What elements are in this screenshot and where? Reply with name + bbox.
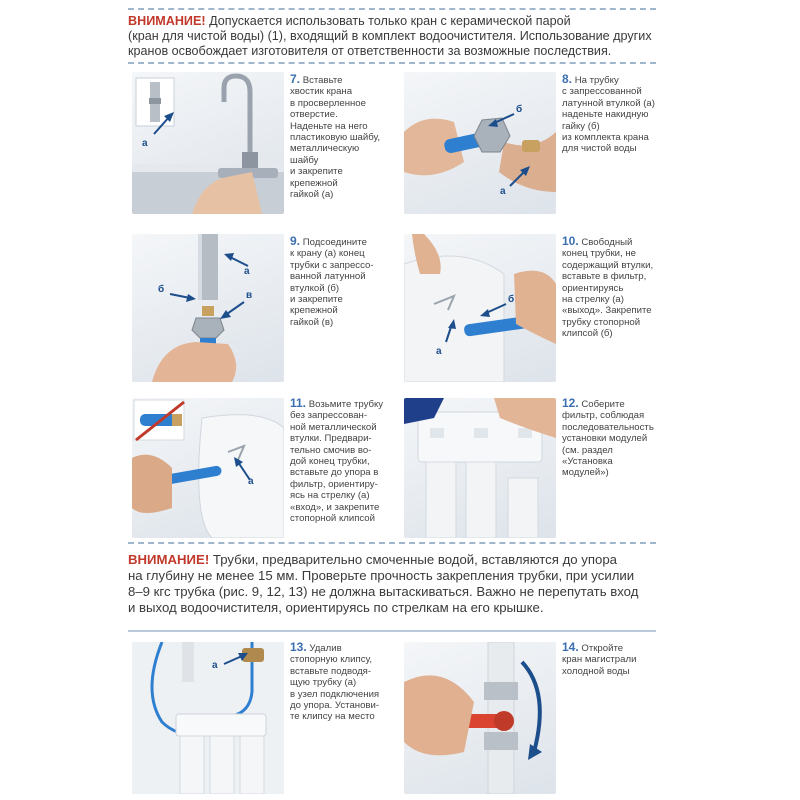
notice-mid-line-1: Трубки, предварительно смоченные водой, вставляются до упора — [209, 552, 618, 567]
top-dashed-rule — [128, 8, 656, 10]
notice-top — [128, 14, 658, 59]
filter-inlet-illustration — [132, 398, 284, 538]
step-10-number: 10. — [562, 234, 579, 248]
label-a-step-10: а — [436, 346, 442, 357]
step-14-text: 14. Откройте кран магистрали холодной воды — [562, 640, 637, 677]
step-9-number: 9. — [290, 234, 301, 248]
notice-mid — [128, 552, 658, 616]
step-12-text: 12. Соберите фильтр, соблюдая последовательность установки модулей (см. раздел «Установка модулей») — [562, 396, 654, 479]
notice-top-bold: ВНИМАНИЕ! — [128, 14, 206, 28]
notice-mid-line-2: на глубину не менее 15 мм. Проверьте прочность закрепления трубки, при усилии — [128, 568, 635, 583]
arrow-a-step-7 — [150, 108, 180, 138]
faucet-install-illustration — [132, 72, 284, 214]
label-b-step-10: б — [508, 294, 515, 305]
label-v-step-9: в — [246, 290, 253, 301]
notice-mid-bold: ВНИМАНИЕ! — [128, 552, 210, 567]
label-a-step-8: а — [500, 186, 506, 197]
notice-top-line-2: (кран для чистой воды) (1), входящий в комплект водоочистителя. Использование других — [128, 29, 652, 43]
photo-step-13 — [132, 642, 284, 794]
label-a-step-11: а — [248, 476, 254, 487]
notice-mid-line-4: и выход водоочистителя, ориентируясь по стрелкам на его крышке. — [128, 600, 544, 615]
step-14-number: 14. — [562, 640, 579, 654]
notice-top-line-1: Допускается использовать только кран с керамической парой — [205, 14, 571, 28]
arrow-b-step-8 — [486, 110, 516, 130]
arrow-b-step-10 — [478, 300, 508, 320]
arrow-a-step-10 — [440, 318, 466, 344]
notice-dashed-rule — [128, 62, 656, 64]
arrow-a-step-8 — [506, 164, 532, 190]
tube-nut-illustration — [404, 72, 556, 214]
tube-connect-illustration — [132, 234, 284, 382]
label-a-step-9: а — [244, 266, 250, 277]
filter-under-sink-illustration — [132, 642, 284, 794]
mid-dashed-rule — [128, 542, 656, 544]
step-7-number: 7. — [290, 72, 301, 86]
photo-step-12 — [404, 398, 556, 538]
notice-top-line-3: кранов освобождает изготовителя от ответственности за возможные последствия. — [128, 44, 612, 58]
step-8-number: 8. — [562, 72, 573, 86]
photo-step-11 — [132, 398, 284, 538]
step-12-number: 12. — [562, 396, 579, 410]
step-13-text: 13. Удалив стопорную клипсу, вставьте подводя- щую трубку (а) в узел подключения до упора. Установи- те клипсу на место — [290, 640, 380, 723]
mid-solid-rule — [128, 630, 656, 632]
filter-assembly-illustration — [404, 398, 556, 538]
step-7-text: 7. Вставьте хвостик крана в просверленное отверстие. Наденьте на него пластиковую шайбу, металлическую шайбу и закрепите крепежной гайкой (а) — [290, 72, 381, 201]
step-8-text: 8. На трубку с запрессованной латунной втулкой (а) наденьте накидную гайку (б) из комплекта крана для чистой воды — [562, 72, 655, 155]
arrow-a-step-13 — [222, 650, 250, 668]
notice-mid-line-3: 8–9 кгс трубка (рис. 9, 12, 13) не должна вытаскиваться. Важно не перепутать вход — [128, 584, 639, 599]
step-13-number: 13. — [290, 640, 307, 654]
step-11-number: 11. — [290, 396, 307, 410]
photo-step-14 — [404, 642, 556, 794]
valve-open-illustration — [404, 642, 556, 794]
photo-step-7 — [132, 72, 284, 214]
label-a-step-13: а — [212, 660, 218, 671]
photo-step-8 — [404, 72, 556, 214]
step-10-text: 10. Свободный конец трубки, не содержащий втулки, вставьте в фильтр, ориентируясь на стрелку (а) «выход». Закрепите трубку стопорной клипсой (б) — [562, 234, 654, 340]
step-9-text: 9. Подсоедините к крану (а) конец трубки с запрессо- ванной латунной втулкой (б) и закрепите крепежной гайкой (в) — [290, 234, 374, 328]
photo-step-9 — [132, 234, 284, 382]
arrow-v-step-9 — [218, 300, 246, 322]
step-11-text: 11. Возьмите трубку без запрессован- ной металлической втулки. Предвари- тельно смочив во- дой конец трубки, вставьте до упора в фильтр, ориентиру- ясь на стрелку (а) «вход», и закрепите стопорной клипсой — [290, 396, 384, 525]
label-b-step-8: б — [516, 104, 523, 115]
label-b-step-9: б — [158, 284, 165, 295]
arrow-b-step-9 — [168, 290, 198, 304]
label-a-step-7: а — [142, 138, 148, 149]
